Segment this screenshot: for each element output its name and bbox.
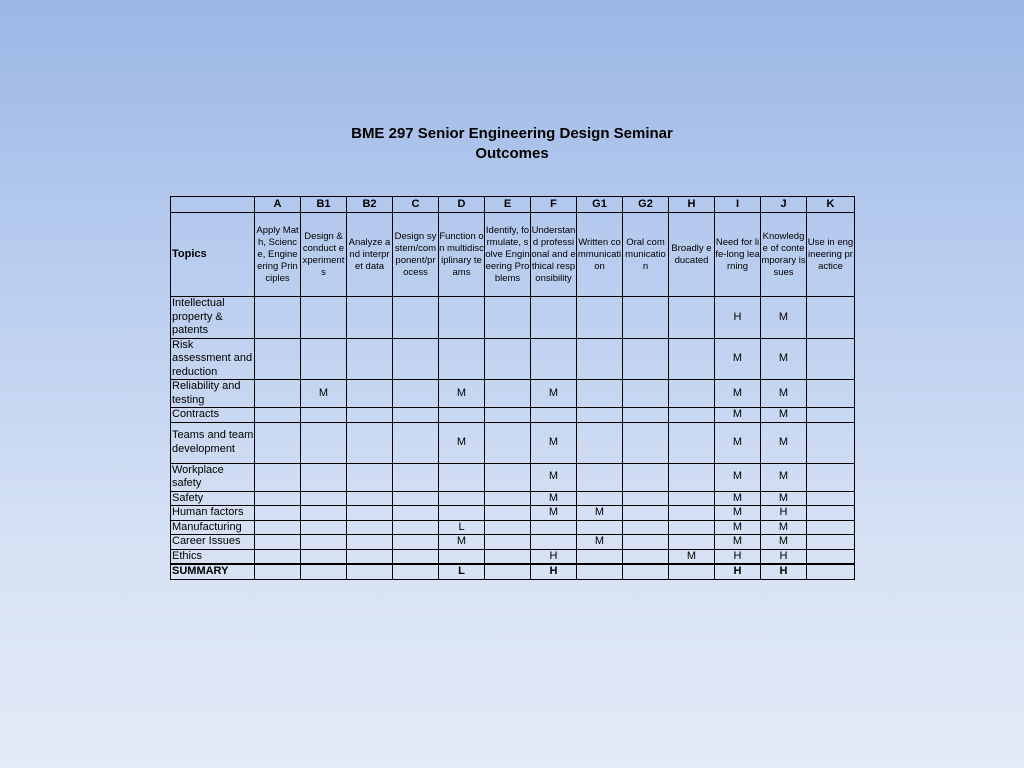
rating-cell-k bbox=[807, 297, 855, 339]
rating-cell-j: M bbox=[761, 535, 807, 550]
rating-cell-g1 bbox=[577, 422, 623, 463]
column-description-g1: Written communication bbox=[577, 213, 623, 297]
rating-cell-c bbox=[393, 297, 439, 339]
rating-cell-f: H bbox=[531, 549, 577, 564]
rating-cell-h bbox=[669, 463, 715, 491]
rating-cell-g2 bbox=[623, 491, 669, 506]
column-description-k: Use in engineering practice bbox=[807, 213, 855, 297]
summary-cell-b2 bbox=[347, 564, 393, 579]
rating-cell-h bbox=[669, 297, 715, 339]
rating-cell-b1 bbox=[301, 297, 347, 339]
rating-cell-h bbox=[669, 422, 715, 463]
summary-cell-i: H bbox=[715, 564, 761, 579]
rating-cell-c bbox=[393, 549, 439, 564]
table-row bbox=[171, 408, 855, 423]
rating-cell-g2 bbox=[623, 463, 669, 491]
rating-cell-i: M bbox=[715, 535, 761, 550]
rating-cell-a bbox=[255, 491, 301, 506]
column-header-j: J bbox=[761, 197, 807, 213]
column-description-h: Broadly educated bbox=[669, 213, 715, 297]
rating-cell-k bbox=[807, 549, 855, 564]
rating-cell-b2 bbox=[347, 463, 393, 491]
rating-cell-f: M bbox=[531, 491, 577, 506]
rating-cell-e bbox=[485, 549, 531, 564]
rating-cell-i: M bbox=[715, 520, 761, 535]
header-row bbox=[171, 197, 855, 213]
column-header-d: D bbox=[439, 197, 485, 213]
rating-cell-f: M bbox=[531, 380, 577, 408]
rating-cell-c bbox=[393, 520, 439, 535]
rating-cell-e bbox=[485, 520, 531, 535]
rating-cell-j: H bbox=[761, 549, 807, 564]
rating-cell-b2 bbox=[347, 297, 393, 339]
topic-cell: Contracts bbox=[171, 408, 255, 423]
column-description-e: Identify, formulate, solve Engineering Problems bbox=[485, 213, 531, 297]
rating-cell-c bbox=[393, 422, 439, 463]
rating-cell-j: M bbox=[761, 491, 807, 506]
column-header-b1: B1 bbox=[301, 197, 347, 213]
title-line-2: Outcomes bbox=[475, 145, 549, 162]
rating-cell-d bbox=[439, 549, 485, 564]
rating-cell-k bbox=[807, 491, 855, 506]
rating-cell-g1: M bbox=[577, 506, 623, 521]
rating-cell-b2 bbox=[347, 549, 393, 564]
rating-cell-b1 bbox=[301, 520, 347, 535]
rating-cell-j: M bbox=[761, 520, 807, 535]
column-description-f: Understand professional and ethical responsibility bbox=[531, 213, 577, 297]
rating-cell-b1 bbox=[301, 506, 347, 521]
rating-cell-d: M bbox=[439, 422, 485, 463]
rating-cell-a bbox=[255, 535, 301, 550]
rating-cell-d: L bbox=[439, 520, 485, 535]
rating-cell-g1 bbox=[577, 491, 623, 506]
column-description-b2: Analyze and interpret data bbox=[347, 213, 393, 297]
rating-cell-h bbox=[669, 408, 715, 423]
topic-cell: Human factors bbox=[171, 506, 255, 521]
rating-cell-d: M bbox=[439, 380, 485, 408]
rating-cell-a bbox=[255, 380, 301, 408]
rating-cell-h bbox=[669, 520, 715, 535]
rating-cell-f bbox=[531, 408, 577, 423]
rating-cell-i: H bbox=[715, 297, 761, 339]
column-header-f: F bbox=[531, 197, 577, 213]
column-header-g2: G2 bbox=[623, 197, 669, 213]
rating-cell-i: M bbox=[715, 491, 761, 506]
rating-cell-k bbox=[807, 338, 855, 380]
column-description-g2: Oral communication bbox=[623, 213, 669, 297]
column-description-j: Knowledge of contemporary issues bbox=[761, 213, 807, 297]
rating-cell-c bbox=[393, 506, 439, 521]
rating-cell-b2 bbox=[347, 520, 393, 535]
topic-cell: Reliability and testing bbox=[171, 380, 255, 408]
rating-cell-k bbox=[807, 506, 855, 521]
rating-cell-a bbox=[255, 549, 301, 564]
rating-cell-f: M bbox=[531, 463, 577, 491]
rating-cell-h bbox=[669, 506, 715, 521]
rating-cell-d: M bbox=[439, 535, 485, 550]
rating-cell-g2 bbox=[623, 380, 669, 408]
table-row bbox=[171, 491, 855, 506]
summary-cell-k bbox=[807, 564, 855, 579]
rating-cell-i: M bbox=[715, 422, 761, 463]
column-description-d: Function on multidisciplinary teams bbox=[439, 213, 485, 297]
column-header-a: A bbox=[255, 197, 301, 213]
rating-cell-b1 bbox=[301, 422, 347, 463]
rating-cell-e bbox=[485, 297, 531, 339]
rating-cell-a bbox=[255, 506, 301, 521]
rating-cell-b1 bbox=[301, 491, 347, 506]
topic-cell: Risk assessment and reduction bbox=[171, 338, 255, 380]
rating-cell-j: M bbox=[761, 297, 807, 339]
rating-cell-k bbox=[807, 463, 855, 491]
rating-cell-e bbox=[485, 535, 531, 550]
table-row bbox=[171, 422, 855, 463]
rating-cell-j: M bbox=[761, 408, 807, 423]
table-row bbox=[171, 520, 855, 535]
rating-cell-g1: M bbox=[577, 535, 623, 550]
corner-cell bbox=[171, 197, 255, 213]
table-row bbox=[171, 380, 855, 408]
table-row bbox=[171, 338, 855, 380]
summary-cell-g2 bbox=[623, 564, 669, 579]
rating-cell-j: M bbox=[761, 463, 807, 491]
topic-cell: Safety bbox=[171, 491, 255, 506]
topic-cell: Manufacturing bbox=[171, 520, 255, 535]
rating-cell-a bbox=[255, 338, 301, 380]
rating-cell-d bbox=[439, 463, 485, 491]
rating-cell-f: M bbox=[531, 506, 577, 521]
rating-cell-j: H bbox=[761, 506, 807, 521]
rating-cell-g1 bbox=[577, 338, 623, 380]
summary-label: SUMMARY bbox=[171, 564, 255, 579]
rating-cell-g2 bbox=[623, 297, 669, 339]
rating-cell-d bbox=[439, 491, 485, 506]
rating-cell-d bbox=[439, 297, 485, 339]
rating-cell-f: M bbox=[531, 422, 577, 463]
rating-cell-g2 bbox=[623, 520, 669, 535]
rating-cell-b1 bbox=[301, 463, 347, 491]
summary-cell-b1 bbox=[301, 564, 347, 579]
column-description-b1: Design & conduct experiments bbox=[301, 213, 347, 297]
rating-cell-g1 bbox=[577, 463, 623, 491]
topic-cell: Workplace safety bbox=[171, 463, 255, 491]
table-row bbox=[171, 463, 855, 491]
rating-cell-b1 bbox=[301, 549, 347, 564]
column-description-i: Need for life-long learning bbox=[715, 213, 761, 297]
column-header-i: I bbox=[715, 197, 761, 213]
table-row bbox=[171, 549, 855, 564]
summary-cell-e bbox=[485, 564, 531, 579]
rating-cell-k bbox=[807, 380, 855, 408]
rating-cell-e bbox=[485, 408, 531, 423]
rating-cell-d bbox=[439, 408, 485, 423]
rating-cell-h bbox=[669, 535, 715, 550]
rating-cell-e bbox=[485, 338, 531, 380]
rating-cell-g2 bbox=[623, 549, 669, 564]
table-row bbox=[171, 535, 855, 550]
column-description-c: Design system/component/process bbox=[393, 213, 439, 297]
summary-cell-g1 bbox=[577, 564, 623, 579]
summary-cell-a bbox=[255, 564, 301, 579]
column-header-k: K bbox=[807, 197, 855, 213]
rating-cell-d bbox=[439, 338, 485, 380]
rating-cell-e bbox=[485, 463, 531, 491]
topic-cell: Career Issues bbox=[171, 535, 255, 550]
rating-cell-b1 bbox=[301, 338, 347, 380]
summary-cell-h bbox=[669, 564, 715, 579]
rating-cell-g2 bbox=[623, 422, 669, 463]
rating-cell-a bbox=[255, 408, 301, 423]
rating-cell-b2 bbox=[347, 338, 393, 380]
rating-cell-i: M bbox=[715, 338, 761, 380]
summary-cell-f: H bbox=[531, 564, 577, 579]
rating-cell-h bbox=[669, 491, 715, 506]
rating-cell-b1 bbox=[301, 408, 347, 423]
rating-cell-e bbox=[485, 506, 531, 521]
topic-cell: Teams and team development bbox=[171, 422, 255, 463]
table-row bbox=[171, 297, 855, 339]
rating-cell-c bbox=[393, 380, 439, 408]
rating-cell-c bbox=[393, 338, 439, 380]
rating-cell-g1 bbox=[577, 408, 623, 423]
rating-cell-e bbox=[485, 422, 531, 463]
rating-cell-b2 bbox=[347, 408, 393, 423]
rating-cell-a bbox=[255, 297, 301, 339]
outcomes-table bbox=[170, 196, 855, 580]
rating-cell-c bbox=[393, 408, 439, 423]
rating-cell-g1 bbox=[577, 380, 623, 408]
rating-cell-b2 bbox=[347, 422, 393, 463]
rating-cell-g2 bbox=[623, 506, 669, 521]
rating-cell-h: M bbox=[669, 549, 715, 564]
summary-row bbox=[171, 564, 855, 579]
rating-cell-i: H bbox=[715, 549, 761, 564]
rating-cell-k bbox=[807, 520, 855, 535]
rating-cell-g2 bbox=[623, 535, 669, 550]
rating-cell-g2 bbox=[623, 408, 669, 423]
rating-cell-j: M bbox=[761, 338, 807, 380]
rating-cell-f bbox=[531, 520, 577, 535]
rating-cell-i: M bbox=[715, 506, 761, 521]
rating-cell-i: M bbox=[715, 408, 761, 423]
rating-cell-f bbox=[531, 535, 577, 550]
rating-cell-g1 bbox=[577, 297, 623, 339]
rating-cell-j: M bbox=[761, 422, 807, 463]
rating-cell-a bbox=[255, 520, 301, 535]
topic-cell: Ethics bbox=[171, 549, 255, 564]
topic-cell: Intellectual property & patents bbox=[171, 297, 255, 339]
column-header-b2: B2 bbox=[347, 197, 393, 213]
column-header-c: C bbox=[393, 197, 439, 213]
table-row bbox=[171, 506, 855, 521]
rating-cell-i: M bbox=[715, 463, 761, 491]
rating-cell-c bbox=[393, 463, 439, 491]
summary-cell-c bbox=[393, 564, 439, 579]
rating-cell-g1 bbox=[577, 549, 623, 564]
outcomes-table-container bbox=[170, 196, 855, 580]
rating-cell-i: M bbox=[715, 380, 761, 408]
rating-cell-k bbox=[807, 422, 855, 463]
rating-cell-e bbox=[485, 380, 531, 408]
description-row bbox=[171, 213, 855, 297]
rating-cell-a bbox=[255, 463, 301, 491]
rating-cell-b1 bbox=[301, 535, 347, 550]
summary-cell-j: H bbox=[761, 564, 807, 579]
rating-cell-j: M bbox=[761, 380, 807, 408]
rating-cell-f bbox=[531, 297, 577, 339]
rating-cell-c bbox=[393, 491, 439, 506]
topics-label: Topics bbox=[171, 213, 255, 297]
rating-cell-k bbox=[807, 535, 855, 550]
rating-cell-g1 bbox=[577, 520, 623, 535]
rating-cell-a bbox=[255, 422, 301, 463]
rating-cell-h bbox=[669, 380, 715, 408]
title-line-1: BME 297 Senior Engineering Design Seminar bbox=[351, 125, 673, 142]
rating-cell-g2 bbox=[623, 338, 669, 380]
rating-cell-e bbox=[485, 491, 531, 506]
page-title bbox=[0, 124, 1024, 164]
rating-cell-b1: M bbox=[301, 380, 347, 408]
rating-cell-b2 bbox=[347, 491, 393, 506]
column-description-a: Apply Math, Science, Engineering Principles bbox=[255, 213, 301, 297]
rating-cell-b2 bbox=[347, 506, 393, 521]
column-header-g1: G1 bbox=[577, 197, 623, 213]
rating-cell-d bbox=[439, 506, 485, 521]
summary-cell-d: L bbox=[439, 564, 485, 579]
rating-cell-h bbox=[669, 338, 715, 380]
rating-cell-f bbox=[531, 338, 577, 380]
rating-cell-b2 bbox=[347, 380, 393, 408]
rating-cell-b2 bbox=[347, 535, 393, 550]
rating-cell-k bbox=[807, 408, 855, 423]
rating-cell-c bbox=[393, 535, 439, 550]
column-header-e: E bbox=[485, 197, 531, 213]
column-header-h: H bbox=[669, 197, 715, 213]
